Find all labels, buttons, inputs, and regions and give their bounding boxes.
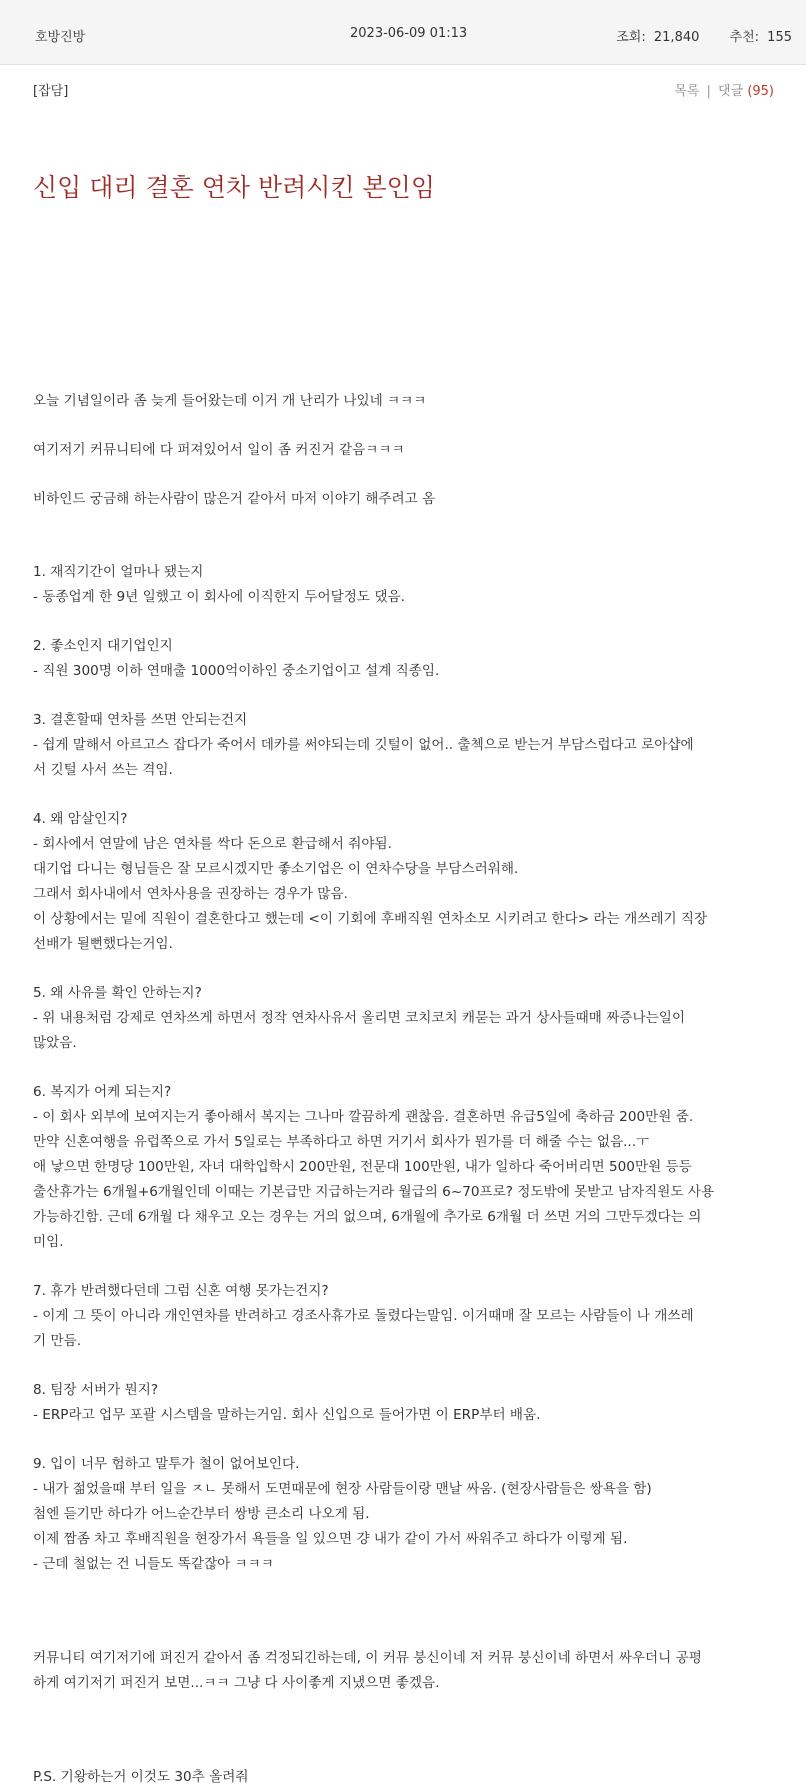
post-body xyxy=(33,389,773,1790)
section-answer: 만약 신혼여행을 유럽쪽으로 가서 5일로는 부족하다고 하면 거기서 회사가 뭔가를 더 해줄 수는 없음...ㅜ xyxy=(33,1134,650,1150)
section-answer: - 쉽게 말해서 아르고스 잡다가 죽어서 데카를 써야되는데 깃털이 없어.. 출첵으로 받는거 부담스럽다고 로아샵에 xyxy=(33,737,694,753)
section-answer: 이제 짬좀 차고 후배직원을 현장가서 욕들을 일 있으면 걍 내가 같이 가서 싸워주고 하다가 이렇게 됨. xyxy=(33,1531,628,1547)
post-stats xyxy=(612,26,792,45)
views-label: 조회: xyxy=(616,30,646,45)
recommend-label: 추천: xyxy=(729,30,760,45)
section-answer: - 동종업계 한 9년 일했고 이 회사에 이직한지 두어달정도 댔음. xyxy=(33,589,405,605)
list-link[interactable]: 목록 xyxy=(674,84,700,99)
section-question: 7. 휴가 반려했다던데 그럼 신혼 여행 못가는건지? xyxy=(33,1283,329,1299)
section-answer: 선배가 될뻔했다는거임. xyxy=(33,936,173,952)
post-links xyxy=(674,80,774,99)
section-question: 1. 재직기간이 얼마나 됐는지 xyxy=(33,564,204,580)
section-answer: - 내가 젊었을때 부터 일을 ㅈㄴ 못해서 도면때문에 현장 사람들이랑 맨날 싸움. (현장사람들은 쌍욕을 함) xyxy=(33,1481,652,1497)
section-question: 8. 팀장 서버가 뭔지? xyxy=(33,1382,159,1398)
intro-line: 여기저기 커뮤니티에 다 퍼져있어서 일이 좀 커진거 같음ㅋㅋㅋ xyxy=(33,442,405,458)
outro-line: 하게 여기저기 퍼진거 보면...ㅋㅋ 그냥 다 사이좋게 지냈으면 좋겠음. xyxy=(33,1675,440,1691)
section-answer: - 이 회사 외부에 보여지는거 좋아해서 복지는 그나마 깔끔하게 괜찮음. 결혼하면 유급5일에 축하금 200만원 줌. xyxy=(33,1109,694,1125)
views-count: 21,840 xyxy=(653,30,700,45)
section-answer: - 이게 그 뜻이 아니라 개인연차를 반려하고 경조사휴가로 돌렸다는말임. 이거때매 잘 모르는 사람들이 나 개쓰레 xyxy=(33,1308,694,1324)
section-answer: 가능하긴함. 근데 6개월 다 채우고 오는 경우는 거의 없으며, 6개월에 추가로 6개월 더 쓰면 거의 그만두겠다는 의 xyxy=(33,1209,702,1225)
section-answer: 출산휴가는 6개월+6개월인데 이때는 기본급만 지급하는거라 월급의 6~70프로? 정도밖에 못받고 남자직원도 사용 xyxy=(33,1184,715,1200)
post-header-bar xyxy=(0,0,806,65)
section-question: 5. 왜 사유를 확인 안하는지? xyxy=(33,985,202,1001)
comments-label: 댓글 xyxy=(718,84,744,99)
section-answer: 이 상황에서는 밑에 직원이 결혼한다고 했는데 <이 기회에 후배직원 연차소모 시키려고 한다> 라는 개쓰레기 직장 xyxy=(33,911,708,927)
section-answer: - 회사에서 연말에 남은 연차를 싹다 돈으로 환급해서 줘야됨. xyxy=(33,836,392,852)
section-question: 9. 입이 너무 험하고 말투가 철이 없어보인다. xyxy=(33,1456,300,1472)
link-separator: | xyxy=(706,84,711,99)
intro-line: 비하인드 궁금해 하는사람이 많은거 같아서 마저 이야기 해주려고 옴 xyxy=(33,491,436,507)
intro-line: 오늘 기념일이라 좀 늦게 들어왔는데 이거 개 난리가 나있네 ㅋㅋㅋ xyxy=(33,393,427,409)
section-answer: - 직원 300명 이하 연매출 1000억이하인 중소기업이고 설계 직종임. xyxy=(33,663,440,679)
section-question: 3. 결혼할때 연차를 쓰면 안되는건지 xyxy=(33,712,248,728)
recommend-count: 155 xyxy=(767,30,792,45)
post-category: [잡담] xyxy=(33,84,69,99)
outro-line: 커뮤니티 여기저기에 퍼진거 같아서 좀 걱정되긴하는데, 이 커뮤 붕신이네 저 커뮤 붕신이네 하면서 싸우더니 공평 xyxy=(33,1650,702,1666)
section-question: 2. 좋소인지 대기업인지 xyxy=(33,638,173,654)
section-answer: 서 깃털 사서 쓰는 격임. xyxy=(33,762,173,778)
post-date: 2023-06-09 01:13 xyxy=(350,26,468,41)
section-answer: - ERP라고 업무 포괄 시스템을 말하는거임. 회사 신입으로 들어가면 이 ERP부터 배움. xyxy=(33,1407,541,1423)
section-answer: 애 낳으면 한명당 100만원, 자녀 대학입학시 200만원, 전문대 100만원, 내가 일하다 죽어버리면 500만원 등등 xyxy=(33,1159,692,1175)
post-script: P.S. 기왕하는거 이것도 30추 올려줘 xyxy=(33,1769,249,1785)
comments-link[interactable] xyxy=(718,84,774,99)
section-question: 6. 복지가 어케 되는지? xyxy=(33,1084,172,1100)
section-answer: 대기업 다니는 형님들은 잘 모르시겠지만 좋소기업은 이 연차수당을 부담스러워해. xyxy=(33,861,519,877)
section-question: 4. 왜 암살인지? xyxy=(33,811,128,827)
section-answer: 그래서 회사내에서 연차사용을 권장하는 경우가 많음. xyxy=(33,886,348,902)
post-title: 신입 대리 결혼 연차 반려시킨 본인임 xyxy=(33,173,435,202)
section-answer: - 근데 철없는 건 니들도 똑같잖아 ㅋㅋㅋ xyxy=(33,1556,274,1572)
section-answer: 첨엔 듣기만 하다가 어느순간부터 쌍방 큰소리 나오게 됨. xyxy=(33,1506,370,1522)
board-name[interactable]: 호방진방 xyxy=(35,30,86,45)
section-answer: 미임. xyxy=(33,1234,64,1250)
section-answer: - 위 내용처럼 강제로 연차쓰게 하면서 정작 연차사유서 올리면 코치코치 캐묻는 과거 상사들때매 짜증나는일이 xyxy=(33,1010,685,1026)
comment-count: (95) xyxy=(747,84,774,99)
section-answer: 많았음. xyxy=(33,1035,77,1051)
section-answer: 기 만듬. xyxy=(33,1333,82,1349)
